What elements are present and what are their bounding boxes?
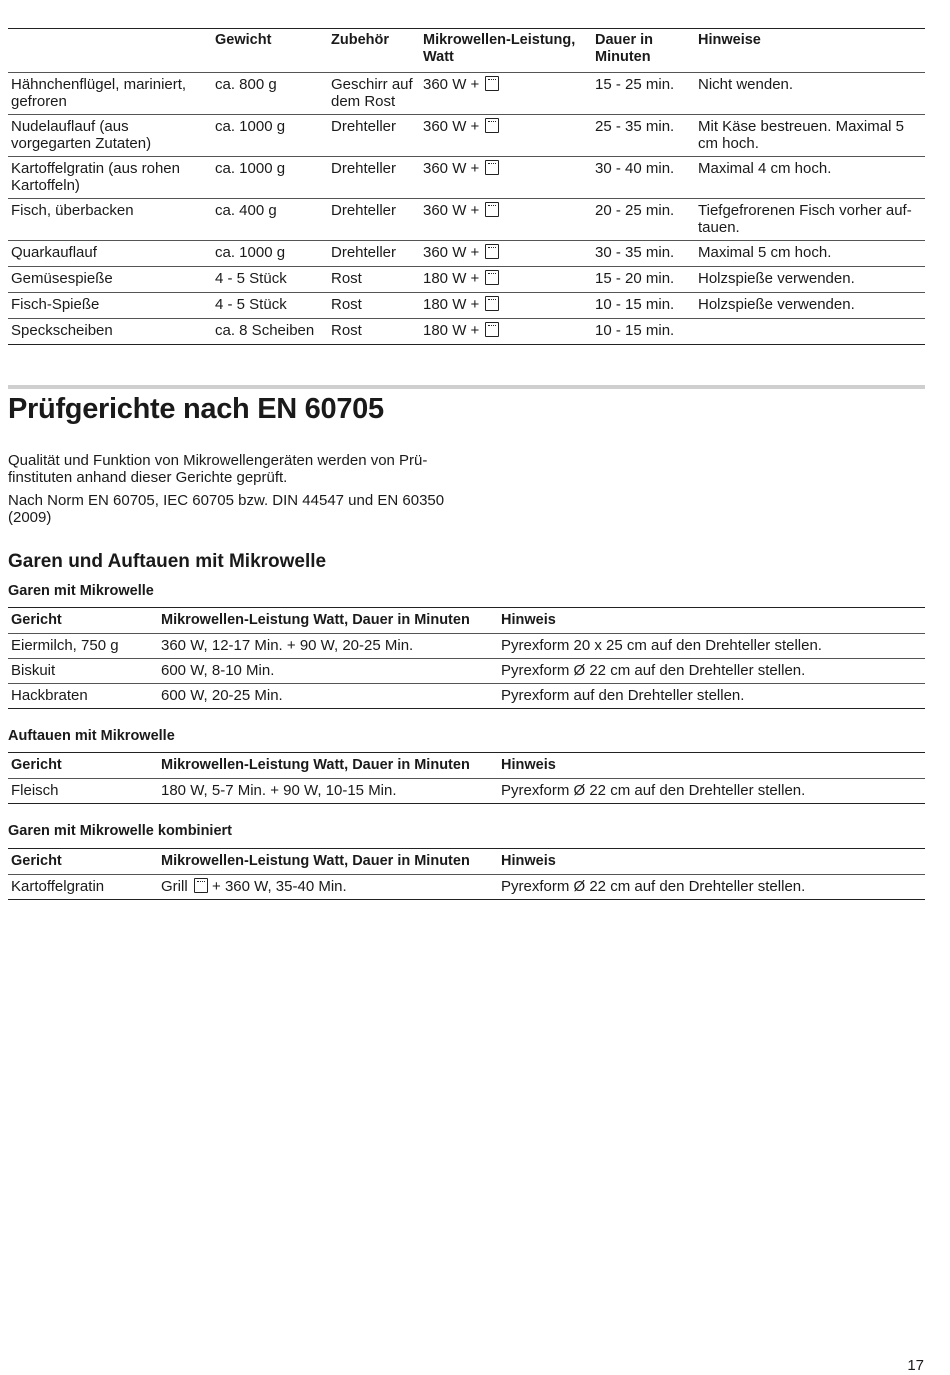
weight-cell: ca. 1000 g [215, 118, 286, 135]
cooking-table [8, 28, 925, 345]
note-cell: Mit Käse bestreuen. Maximal 5 cm hoch. [698, 118, 904, 152]
note-cell [695, 319, 925, 345]
accessory-cell: Rost [331, 322, 362, 339]
col-header-power: Mikrowellen-Leistung, Watt [423, 32, 576, 65]
table-row [8, 634, 925, 659]
oven-grill-icon [485, 76, 499, 91]
duration-cell: 30 - 40 min. [595, 160, 675, 177]
dish-cell: Gemüsespieße [11, 270, 113, 287]
col-header-power: Mikrowellen-Leistung Watt, Dauer in Minuten [161, 853, 470, 869]
dish-cell: Hackbraten [11, 687, 88, 704]
weight-cell: 4 - 5 Stück [215, 296, 287, 313]
col-header-dish [8, 29, 212, 73]
weight-cell: ca. 800 g [215, 76, 277, 93]
table-row [8, 241, 925, 267]
note-cell: Pyrexform Ø 22 cm auf den Drehteller stellen. [501, 878, 806, 895]
col-header-notes: Hinweise [698, 32, 761, 48]
weight-cell: ca. 400 g [215, 202, 277, 219]
oven-grill-icon [485, 202, 499, 217]
weight-cell: 4 - 5 Stück [215, 270, 287, 287]
dish-cell: Fisch, überbacken [11, 202, 134, 219]
table-caption-auftauen: Auftauen mit Mikrowelle [8, 728, 175, 744]
accessory-cell: Drehteller [331, 160, 397, 177]
power-value: 180 W + [423, 296, 480, 313]
table-header-row [8, 608, 925, 634]
table-row [8, 659, 925, 684]
note-cell: Holzspieße verwenden. [698, 270, 855, 287]
accessory-cell: Drehteller [331, 202, 397, 219]
power-value: 180 W + [423, 322, 480, 339]
note-cell: Tiefgefrorenen Fisch vorher auftauen. [698, 202, 912, 236]
power-cell [420, 241, 592, 267]
section-heading: Garen und Auftauen mit Mikrowelle [8, 551, 327, 572]
power-cell [420, 199, 592, 241]
col-header-note: Hinweis [501, 853, 556, 869]
intro-paragraph: Qualität und Funktion von Mikrowellengeräten werden von Prüfinstituten anhand dieser Gerichte geprüft. [8, 452, 428, 486]
auftauen-table [8, 752, 925, 804]
page-title: Prüfgerichte nach EN 60705 [8, 393, 384, 425]
col-header-duration: Dauer in Minuten [595, 32, 654, 65]
accessory-cell: Drehteller [331, 118, 397, 135]
power-cell [420, 319, 592, 345]
col-header-power: Mikrowellen-Leistung Watt, Dauer in Minuten [161, 612, 470, 628]
accessory-cell: Geschirr auf dem Rost [331, 76, 413, 110]
power-cell: 180 W, 5-7 Min. + 90 W, 10-15 Min. [161, 782, 397, 799]
power-cell [420, 73, 592, 115]
duration-cell: 10 - 15 min. [595, 322, 675, 339]
power-value: 360 W + [423, 244, 480, 261]
power-cell: 600 W, 8-10 Min. [161, 662, 275, 679]
table-row [8, 875, 925, 900]
table-row [8, 319, 925, 345]
grill-label: Grill [161, 878, 188, 895]
table-row [8, 199, 925, 241]
oven-grill-icon [485, 160, 499, 175]
table-caption-garen: Garen mit Mikrowelle [8, 583, 154, 599]
col-header-note: Hinweis [501, 612, 556, 628]
accessory-cell: Rost [331, 270, 362, 287]
oven-grill-icon [485, 296, 499, 311]
dish-cell: Fleisch [11, 782, 59, 799]
power-cell [420, 267, 592, 293]
weight-cell: ca. 8 Scheiben [215, 322, 315, 339]
power-value: 360 W + [423, 118, 480, 135]
accessory-cell: Drehteller [331, 244, 397, 261]
oven-grill-icon [485, 244, 499, 259]
table-row [8, 73, 925, 115]
power-value: 360 W + [423, 160, 480, 177]
table-row [8, 779, 925, 804]
note-cell: Pyrexform 20 x 25 cm auf den Drehteller stellen. [501, 637, 822, 654]
col-header-weight: Gewicht [215, 32, 272, 48]
dish-cell: Eiermilch, 750 g [11, 637, 119, 654]
dish-cell: Nudelauflauf (aus vorgegarten Zutaten) [11, 118, 152, 152]
accessory-cell: Rost [331, 296, 362, 313]
note-cell: Pyrexform Ø 22 cm auf den Drehteller stellen. [501, 782, 806, 799]
col-header-dish: Gericht [11, 853, 62, 869]
table-header-row [8, 29, 925, 73]
note-cell: Pyrexform auf den Drehteller stellen. [501, 687, 745, 704]
duration-cell: 15 - 20 min. [595, 270, 675, 287]
table-header-row [8, 753, 925, 779]
oven-grill-icon [485, 322, 499, 337]
duration-cell: 10 - 15 min. [595, 296, 675, 313]
table-row [8, 115, 925, 157]
col-header-power: Mikrowellen-Leistung Watt, Dauer in Minuten [161, 757, 470, 773]
section-divider [8, 385, 925, 389]
table-row [8, 267, 925, 293]
weight-cell: ca. 1000 g [215, 160, 286, 177]
power-value: + 360 W, 35-40 Min. [212, 878, 347, 895]
power-value: 360 W + [423, 202, 480, 219]
table-header-row [8, 849, 925, 875]
note-cell: Nicht wenden. [698, 76, 794, 93]
duration-cell: 20 - 25 min. [595, 202, 675, 219]
oven-grill-icon [485, 270, 499, 285]
note-cell: Pyrexform Ø 22 cm auf den Drehteller stellen. [501, 662, 806, 679]
garen-table [8, 607, 925, 709]
dish-cell: Speckscheiben [11, 322, 113, 339]
power-cell: 600 W, 20-25 Min. [161, 687, 283, 704]
col-header-dish: Gericht [11, 612, 62, 628]
dish-cell: Fisch-Spieße [11, 296, 100, 313]
dish-cell: Kartoffelgratin (aus rohen Kartoffeln) [11, 160, 180, 194]
dish-cell: Quarkauflauf [11, 244, 97, 261]
dish-cell: Biskuit [11, 662, 56, 679]
power-value: 360 W + [423, 76, 480, 93]
table-row [8, 157, 925, 199]
table-row [8, 684, 925, 709]
power-cell [158, 875, 498, 900]
power-cell: 360 W, 12-17 Min. + 90 W, 20-25 Min. [161, 637, 414, 654]
kombi-table [8, 848, 925, 900]
oven-grill-icon [194, 878, 208, 893]
power-cell [420, 115, 592, 157]
weight-cell: ca. 1000 g [215, 244, 286, 261]
dish-cell: Hähnchenflügel, mariniert, gefroren [11, 76, 187, 110]
col-header-note: Hinweis [501, 757, 556, 773]
note-cell: Holzspieße verwenden. [698, 296, 855, 313]
duration-cell: 15 - 25 min. [595, 76, 675, 93]
power-cell [420, 157, 592, 199]
col-header-accessory: Zubehör [331, 32, 389, 48]
note-cell: Maximal 5 cm hoch. [698, 244, 832, 261]
power-cell [420, 293, 592, 319]
duration-cell: 25 - 35 min. [595, 118, 675, 135]
table-caption-kombi: Garen mit Mikrowelle kombiniert [8, 823, 232, 839]
dish-cell: Kartoffelgratin [11, 878, 105, 895]
duration-cell: 30 - 35 min. [595, 244, 675, 261]
table-row [8, 293, 925, 319]
oven-grill-icon [485, 118, 499, 133]
norm-paragraph: Nach Norm EN 60705, IEC 60705 bzw. DIN 44547 und EN 60350 (2009) [8, 492, 445, 526]
col-header-dish: Gericht [11, 757, 62, 773]
power-value: 180 W + [423, 270, 480, 287]
page-number: 17 [907, 1357, 924, 1374]
note-cell: Maximal 4 cm hoch. [698, 160, 832, 177]
